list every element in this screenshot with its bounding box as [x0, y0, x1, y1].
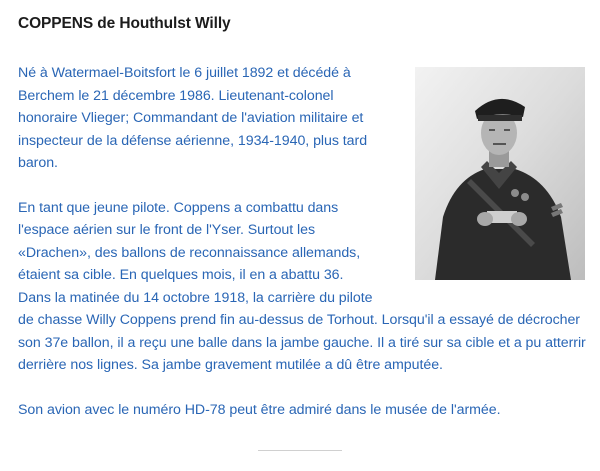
page-title: COPPENS de Houthulst Willy [18, 15, 231, 32]
paragraph-museum: Son avion avec le numéro HD-78 peut être admiré dans le musée de l'armée. [18, 401, 501, 418]
paragraph-morning [18, 287, 588, 377]
divider [258, 450, 342, 451]
article-body [18, 62, 588, 421]
paragraph-morning-rest: de chasse Willy Coppens prend fin au-dessus de Torhout. Lorsqu'il a essayé de décrocher son 37e ballon, il a reçu une balle dans la jambe gauche. Il a tiré sur sa cible et a pu atterrir derrière nos lignes. Sa jambe gravement mutilée a dû être amputée. [18, 312, 586, 373]
paragraph-morning-start: Dans la matinée du 14 octobre 1918, la carrière du pilote [18, 289, 373, 306]
paragraph-pilot: En tant que jeune pilote. Coppens a combattu dans l'espace aérien sur le front de l'Yser. Surtout les «Drachen», des ballons de reconnaissance allemands, étaient sa cible. En quelques mois, il en a abattu 36. [18, 199, 361, 283]
paragraph-intro: Né à Watermael-Boitsfort le 6 juillet 1892 et décédé à Berchem le 21 décembre 1986. Lieutenant-colonel honoraire Vlieger; Commandant de l'aviation militaire et inspecteur de la défense aérienne, 1934-1940, plus tard baron. [18, 65, 368, 171]
